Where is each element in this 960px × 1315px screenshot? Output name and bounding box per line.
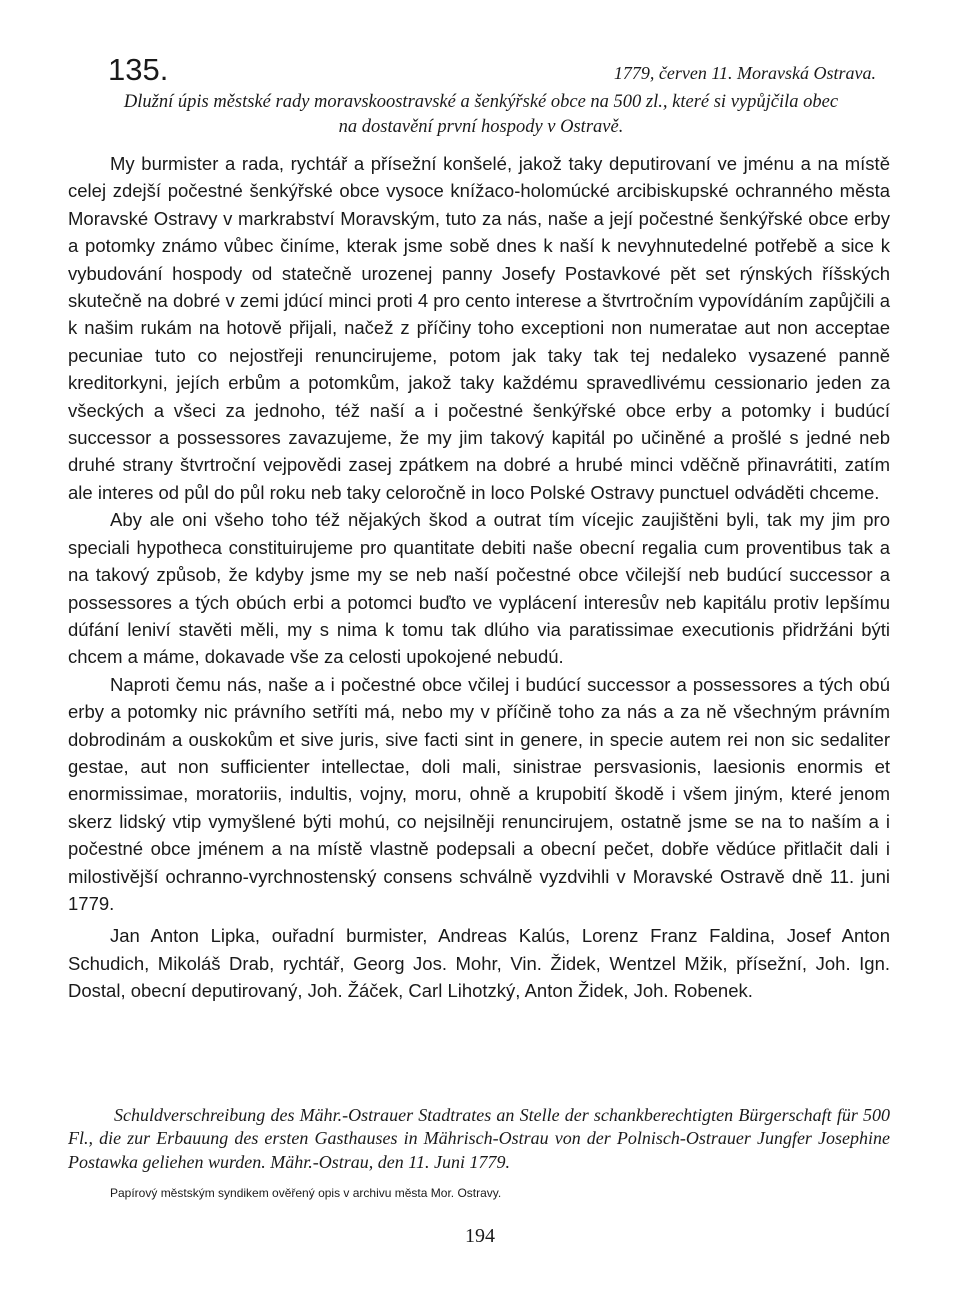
body-paragraph-3: Naproti čemu nás, naše a i počestné obce včilej i budúcí successor a possessores a tých obú erby a potomky nic právního setříti má, nebo my v příčině toho za nás a za ně všechným právním dobrodinám a ouskokům et sive juris, sive facti sint in genere, in specie autem rei non sic sedaliter gestae, aut non sufficienter intellectae, doli mali, sinistrae persvasionis, laesionis enormis et enormissimae, moratoriis, indultis, vojny, moru, ohně a krupobití škodě i všem jiným, které jenom skerz lidský vtip vymyšlené býti mohú, co nejsilněji renuncirujem, ostatně jsme se na to naším a i počestné obce jménem a na místě vlastně podepsali a obecní pečet, dobře vědúce přitlačit dali i milostivější ochranno-vyrchnostenský consens schválně vyzdvihli v Moravské Ostravě dně 11. juni 1779. [68,673,890,914]
body-paragraph-2: Aby ale oni všeho toho též nějakých škod a outrat tím vícejic zaujištěni byli, tak my jim pro speciali hypotheca constituirujeme pro quantitate debiti naše obecní regalia cum proventibus tak a na takový způsob, že kdyby jsme my se neb naší počestné obce včilejší neb budúcí successor a possessores a tých obúch erbi a potomci buďto ve vyplácení interesův neb kapitálu protiv lepšímu dúfání leniví stavěti měli, my s nima k tomu tak dlúho via paratissimae executionis přidržáni býti chcem a máme, dokavade vše za celosti upokojené nebudú. [68,509,890,668]
date-place-heading: 1779, červen 11. Moravská Ostrava. [613,63,876,83]
german-regest: Schuldverschreibung des Mähr.-Ostrauer Stadtrates an Stelle der schankberechtigten Bürgerschaft für 500 Fl., die zur Erbauung des ersten Gasthauses in Mährisch-Ostrau von der Polnisch-Ostrauer Jungfer Josephine Postawka geliehen wurden. Mähr.-Ostrau, den 11. Juni 1779. [68,1105,890,1172]
page-number: 194 [465,1225,495,1247]
signatures-paragraph: Jan Anton Lipka, ouřadní burmister, Andreas Kalús, Lorenz Franz Faldina, Josef Anton Schudich, Mikoláš Drab, rychtář, Georg Jos. Mohr, Vin. Židek, Wentzel Mžik, přísežní, Joh. Ign. Dostal, obecní deputirovaný, Joh. Žáček, Carl Lihotzký, Anton Židek, Joh. Robenek. [68,925,890,1002]
document-number: 135. [108,52,169,87]
body-paragraph-1: My burmister a rada, rychtář a přísežní konšelé, jakož taky deputirovaní ve jménu a na místě celej zdejší počestné šenkýřské obce vysoce knížaco-holomúcké arcibiskupské ochranného města Moravské Ostravy v markrabství Moravským, tuto za nás, naše a její počestné šenkýřské obce erby a potomky známo vůbec činíme, kterak jsme sobě dnes k naší k nevyhnutedelné potřebě a sice k vybudování hospody od statečně urozenej panny Josefy Postavkové pět set rýnských říšských skutečně na dobré v zemi jdúcí minci proti 4 pro cento interese a štvrtročním vypovídáním zapůjčili a k našim rukám na hotově přijali, načež z příčiny toho exceptioni non numeratae aut non acceptae pecuniae tuto co nejostřeji renuncirujeme, potom jak taky tak tej nedaleko vysazené panně kreditorkyni, jejích erbům a potomkům, jakož taky každému spravedlivému cessionario jeden za všeckých a všeci za jednoho, též naší a i počestné šenkýřské obce erby a potomky i budúcí successor a possessores zavazujeme, že my jim takový kapitál po učiněné a prošlé s jedné neb druhé strany štvrtroční vejpovědi zasej zpátkem na dobré a hrubé minci vděčně přinavrátiti, zatím ale interes od půl do půl roku neb taky celoročně in loco Polské Ostravy punctuel odváděti chceme. [68,153,890,503]
source-note: Papírový městským syndikem ověřený opis v archivu města Mor. Ostravy. [110,1186,502,1200]
czech-regest: Dlužní úpis městské rady moravskoostravské a šenkýřské obce na 500 zl., které si vypůjčila obec na dostavění první hospody v Ostravě. [123,92,839,137]
document-body [68,150,890,1005]
